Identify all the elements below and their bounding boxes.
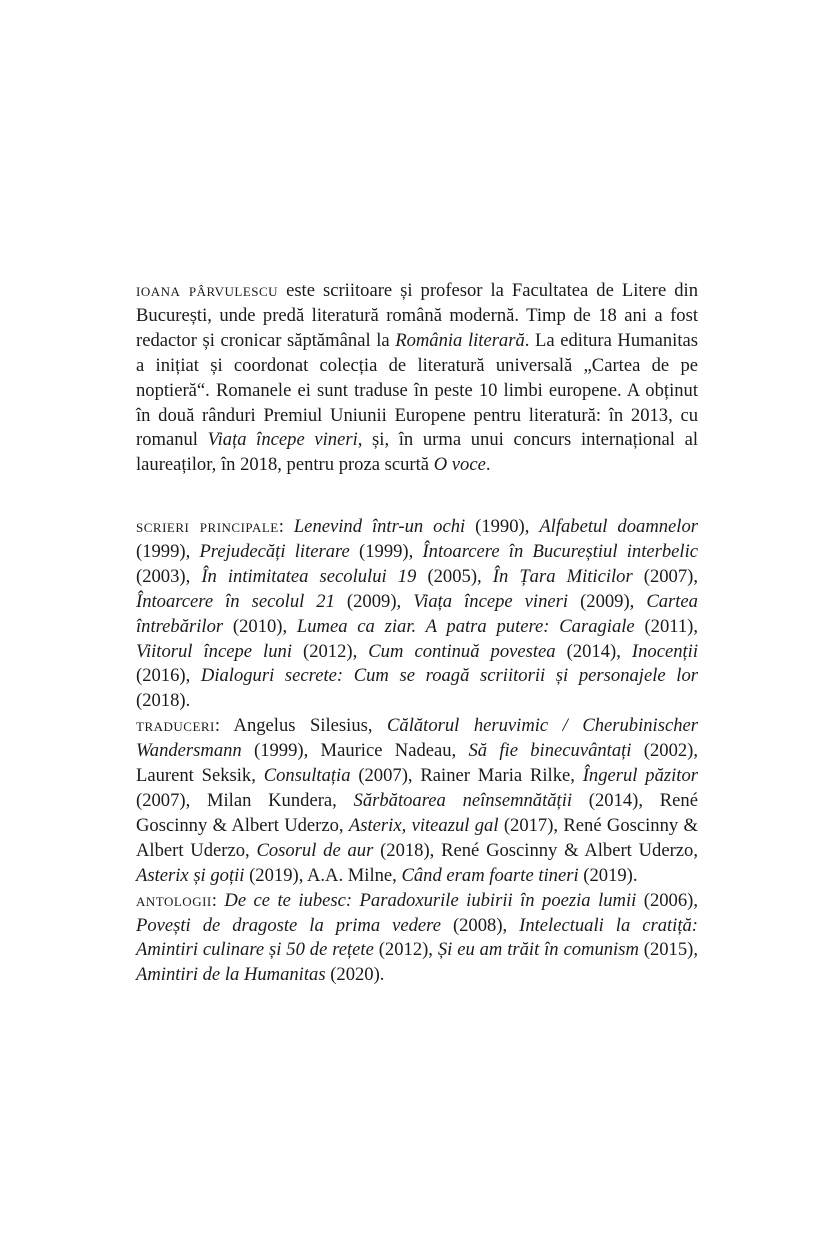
work-year: (2003), <box>136 565 202 587</box>
heading-colon: : <box>278 516 294 537</box>
main-works-list <box>136 516 698 711</box>
bio-text: . <box>485 454 491 476</box>
bio-text: . La editura Humanitas a inițiat și coordonat colecția de literatură universală „Cartea de pe noptieră“. Romanele ei sunt traduse în peste 10 limbi europene. A obținut în două rânduri Premiul Uniunii Europene pentru literatură: în 2013, cu romanul <box>136 329 698 451</box>
work-year: (2012), <box>291 640 369 662</box>
work-title: Dialoguri secrete: Cum se roagă scriitorii și personajele lor <box>200 665 698 687</box>
section-heading: traduceri <box>136 715 215 737</box>
anthology-title: De ce te iubesc: Paradoxurile iubirii în poezia lumii <box>224 889 637 911</box>
anthology-year: (2012), <box>373 939 438 961</box>
work-title: Întoarcere în secolul 21 <box>136 590 335 612</box>
translation-title: Îngerul păzitor <box>582 765 698 787</box>
magazine-title: România literară <box>395 329 525 351</box>
work-year: (1999), <box>136 540 200 562</box>
work-title: Întoarcere în Bucureștiul interbelic <box>422 540 698 562</box>
anthology-title: Și eu am trăit în comunism <box>437 939 639 961</box>
translation-title: Consultația <box>263 765 351 787</box>
anthology-title: Amintiri de la Humanitas <box>136 964 326 986</box>
translation-author: Laurent Seksik, <box>136 765 264 787</box>
work-year: (1999), <box>349 540 423 562</box>
translation-year: (2017), <box>498 814 564 836</box>
work-title: Cartea întrebărilor <box>136 590 698 637</box>
anthology-year: (2008), <box>440 914 520 936</box>
work-year: (1990), <box>465 516 540 537</box>
anthologies-section <box>136 889 698 989</box>
main-works-section <box>136 515 698 714</box>
work-title: În Țara Miticilor <box>492 565 633 587</box>
work-year: (2010), <box>223 615 297 637</box>
translation-author: René Goscinny & Albert Uderzo, <box>441 839 698 861</box>
translation-year: (2018), <box>373 839 442 861</box>
novel-title: Viața începe vineri <box>207 429 358 451</box>
author-name: ioana pârvulescu <box>136 280 279 301</box>
bibliography <box>136 515 698 988</box>
anthology-year: (2006), <box>636 889 698 911</box>
anthology-year: (2015), <box>638 939 698 961</box>
translation-year: (2007), <box>136 789 207 811</box>
work-title: În intimitatea secolului 19 <box>201 565 417 587</box>
section-heading: scrieri principale <box>136 516 279 537</box>
work-year: (2016), <box>136 665 201 687</box>
work-title: Cum continuă povestea <box>368 640 556 662</box>
translation-author: René Goscinny & Albert Uderzo, <box>136 814 698 861</box>
work-title: Lumea ca ziar. A patra putere: Caragiale <box>296 615 635 637</box>
translation-title: Să fie binecuvântați <box>468 740 632 762</box>
translation-year: (1999), <box>241 740 321 762</box>
translation-year: (2014), <box>572 789 660 811</box>
work-year: (2007), <box>632 565 698 587</box>
translation-year: (2002), <box>631 740 698 762</box>
translation-title: Sărbătoarea neînsemnătății <box>353 789 573 811</box>
anthology-year: (2020). <box>325 964 385 986</box>
heading-colon: : <box>211 889 225 911</box>
work-title: Alfabetul doamnelor <box>539 516 698 537</box>
translation-year: (2019). <box>578 864 638 886</box>
translations-section <box>136 714 698 888</box>
translation-title: Călătorul heruvimic / Cherubinischer Wandersmann <box>136 715 698 762</box>
translation-year: (2007), <box>350 765 421 787</box>
work-year: (2005), <box>416 565 493 587</box>
translation-author: René Goscinny & Albert Uderzo, <box>136 789 698 836</box>
anthology-title: Intelectuali la cratiță: Amintiri culinare și 50 de rețete <box>136 914 698 961</box>
author-bio <box>136 279 698 478</box>
bio-text: , și, în urma unui concurs internațional al laureaților, în 2018, pentru proza scurtă <box>136 429 698 476</box>
work-title: Prejudecăți literare <box>199 540 350 562</box>
translation-year: (2019), <box>244 864 307 886</box>
translation-title: Cosorul de aur <box>256 839 374 861</box>
section-heading: antologii <box>136 889 212 911</box>
translation-title: Asterix, viteazul gal <box>348 814 499 836</box>
bio-text: este scriitoare și profesor la Facultatea de Litere din București, unde predă literatură română modernă. Timp de 18 ani a fost redactor și cronicar săptămânal la <box>136 280 698 351</box>
work-title: Viața începe vineri <box>413 590 569 612</box>
translation-author: Rainer Maria Rilke, <box>420 765 583 787</box>
work-title: Inocenții <box>631 640 698 662</box>
anthology-title: Povești de dragoste la prima vedere <box>136 914 441 936</box>
work-year: (2009), <box>334 590 414 612</box>
work-title: Viitorul începe luni <box>136 640 292 662</box>
translation-title: Când eram foarte tineri <box>401 864 579 886</box>
work-year: (2014), <box>555 640 632 662</box>
work-title: Lenevind într-un ochi <box>293 516 466 537</box>
translations-list <box>136 715 698 885</box>
translation-author: Angelus Silesius, <box>233 715 387 737</box>
translation-author: Milan Kundera, <box>206 789 354 811</box>
work-year: (2011), <box>634 615 698 637</box>
translation-author: Maurice Nadeau, <box>320 740 469 762</box>
translation-title: Asterix și goții <box>136 864 245 886</box>
heading-colon: : <box>214 715 234 737</box>
translation-author: A.A. Milne, <box>306 864 402 886</box>
work-year: (2009), <box>568 590 647 612</box>
bio-paragraph <box>136 279 698 478</box>
work-year: (2018). <box>136 690 191 712</box>
short-prose-title: O voce <box>433 454 486 476</box>
